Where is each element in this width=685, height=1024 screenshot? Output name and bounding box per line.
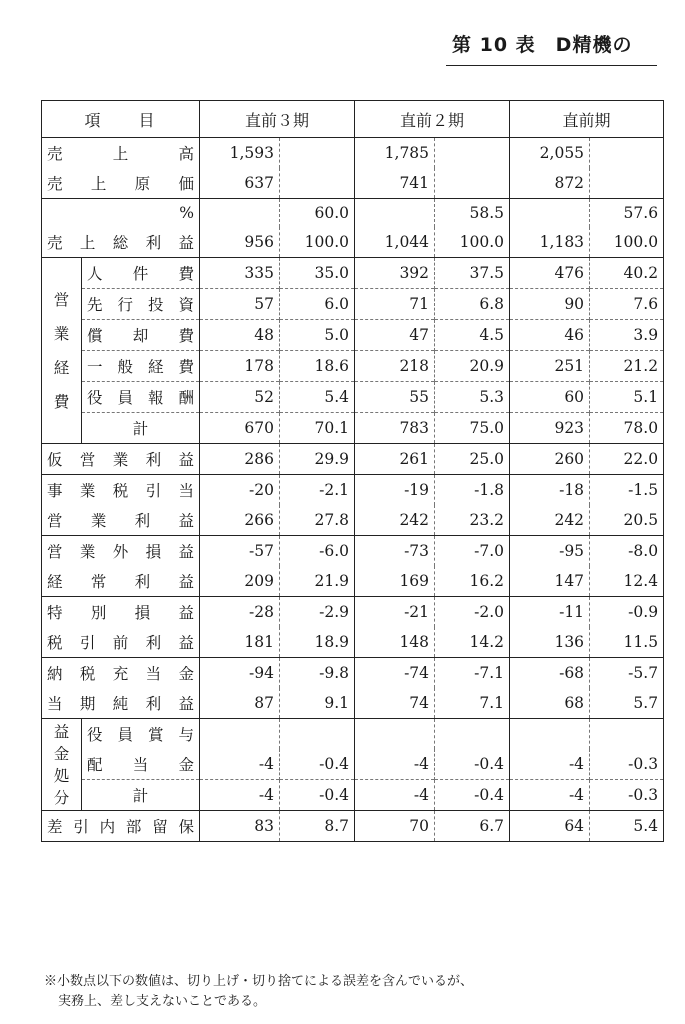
cell-value: -18: [510, 475, 590, 506]
row-officer-bonus: [42, 719, 664, 750]
cell-pct: -2.9: [280, 597, 355, 628]
cell-pct: 21.9: [280, 566, 355, 597]
row-label: 償却費: [82, 320, 200, 351]
cell-pct: -0.4: [280, 780, 355, 811]
row-pretax: [42, 627, 664, 658]
row-label: 売上総利益: [42, 227, 200, 258]
cell-pct: 4.5: [435, 320, 510, 351]
header-period-2: 直前２期: [355, 101, 510, 138]
cell-value: -4: [510, 749, 590, 780]
cell-value: [510, 719, 590, 750]
cell-pct: 70.1: [280, 413, 355, 444]
cell-pct: 5.3: [435, 382, 510, 413]
cell-value: 242: [510, 505, 590, 536]
cell-value: 71: [355, 289, 435, 320]
cell-pct: 5.0: [280, 320, 355, 351]
cell-value: 55: [355, 382, 435, 413]
cell-value: 1,593: [200, 138, 280, 169]
cell-value: 476: [510, 258, 590, 289]
cell-value: 1,183: [510, 227, 590, 258]
cell-pct: 57.6: [590, 199, 664, 228]
row-cogs-pct: [42, 199, 664, 228]
row-retained: [42, 811, 664, 842]
cell-value: -20: [200, 475, 280, 506]
cell-value: 392: [355, 258, 435, 289]
cell-value: 57: [200, 289, 280, 320]
cell-pct: 5.7: [590, 688, 664, 719]
cell-pct: 3.9: [590, 320, 664, 351]
cell-pct: 7.1: [435, 688, 510, 719]
cell-pct: 12.4: [590, 566, 664, 597]
cell-pct: 25.0: [435, 444, 510, 475]
cell-pct: 6.8: [435, 289, 510, 320]
row-label: 当期純利益: [42, 688, 200, 719]
cell-value: -73: [355, 536, 435, 567]
cell-pct: [435, 168, 510, 199]
cell-value: 872: [510, 168, 590, 199]
cell-value: 74: [355, 688, 435, 719]
cell-value: -57: [200, 536, 280, 567]
cell-pct: 16.2: [435, 566, 510, 597]
percent-symbol: %: [42, 199, 200, 228]
cell-value: 181: [200, 627, 280, 658]
cell-value: 147: [510, 566, 590, 597]
cell-pct: -1.8: [435, 475, 510, 506]
cell-pct: -7.1: [435, 658, 510, 689]
cell-pct: 5.4: [280, 382, 355, 413]
cell-pct: 100.0: [590, 227, 664, 258]
table-title: 第 10 表 D精機の: [446, 30, 657, 66]
cell-value: 209: [200, 566, 280, 597]
cell-pct: 58.5: [435, 199, 510, 228]
header-period-3: 直前３期: [200, 101, 355, 138]
cell-value: -28: [200, 597, 280, 628]
cell-pct: -0.9: [590, 597, 664, 628]
row-special: [42, 597, 664, 628]
cell-value: 136: [510, 627, 590, 658]
cell-pct: -0.4: [435, 780, 510, 811]
row-label: 売上原価: [42, 168, 200, 199]
cell-pct: 27.8: [280, 505, 355, 536]
cell-pct: 18.9: [280, 627, 355, 658]
row-label: 営業利益: [42, 505, 200, 536]
cell-value: -4: [200, 780, 280, 811]
cell-value: 741: [355, 168, 435, 199]
cell-value: -94: [200, 658, 280, 689]
cell-pct: -8.0: [590, 536, 664, 567]
cell-value: 52: [200, 382, 280, 413]
cell-value: [355, 719, 435, 750]
cell-pct: 6.0: [280, 289, 355, 320]
cell-value: 261: [355, 444, 435, 475]
cell-value: 87: [200, 688, 280, 719]
cell-pct: 5.4: [590, 811, 664, 842]
cell-pct: 11.5: [590, 627, 664, 658]
row-ordinary-profit: [42, 566, 664, 597]
row-label: 先行投資: [82, 289, 200, 320]
footnote-line-2: 実務上、差し支えないことである。: [58, 994, 267, 1009]
cell-value: -4: [510, 780, 590, 811]
row-appropriation-total: [42, 780, 664, 811]
cell-value: 251: [510, 351, 590, 382]
cell-pct: [590, 168, 664, 199]
cell-value: 242: [355, 505, 435, 536]
cell-value: 68: [510, 688, 590, 719]
cell-pct: [590, 138, 664, 169]
row-label: 計: [82, 413, 200, 444]
cell-pct: [435, 138, 510, 169]
cell-pct: 78.0: [590, 413, 664, 444]
cell-pct: -5.7: [590, 658, 664, 689]
cell-value: 783: [355, 413, 435, 444]
cell-pct: [280, 138, 355, 169]
cell-value: -68: [510, 658, 590, 689]
cell-pct: 75.0: [435, 413, 510, 444]
cell-value: 637: [200, 168, 280, 199]
cell-value: [510, 199, 590, 228]
cell-pct: -1.5: [590, 475, 664, 506]
row-officers-pay: [42, 382, 664, 413]
cell-pct: 20.9: [435, 351, 510, 382]
cell-value: -74: [355, 658, 435, 689]
row-label: 一般経費: [82, 351, 200, 382]
cell-pct: 60.0: [280, 199, 355, 228]
cell-value: 48: [200, 320, 280, 351]
group-label-appropriation: 益 金 処 分: [42, 719, 82, 811]
financial-table: [41, 100, 664, 842]
cell-value: 1,785: [355, 138, 435, 169]
header-item: 項 目: [42, 101, 200, 138]
row-net-income: [42, 688, 664, 719]
row-tax-provision: [42, 658, 664, 689]
row-label: 役員賞与: [82, 719, 200, 750]
cell-pct: 8.7: [280, 811, 355, 842]
footnote-line-1: ※小数点以下の数値は、切り上げ・切り捨てによる誤差を含んでいるが、: [44, 974, 474, 989]
row-label: 仮営業利益: [42, 444, 200, 475]
cell-value: 2,055: [510, 138, 590, 169]
cell-value: 169: [355, 566, 435, 597]
row-investment: [42, 289, 664, 320]
row-operating-profit: [42, 505, 664, 536]
row-provisional-op: [42, 444, 664, 475]
cell-value: -11: [510, 597, 590, 628]
cell-pct: 18.6: [280, 351, 355, 382]
cell-value: 923: [510, 413, 590, 444]
cell-pct: 40.2: [590, 258, 664, 289]
row-depreciation: [42, 320, 664, 351]
cell-pct: [590, 719, 664, 750]
cell-value: -19: [355, 475, 435, 506]
cell-pct: 29.9: [280, 444, 355, 475]
cell-pct: 9.1: [280, 688, 355, 719]
cell-value: 335: [200, 258, 280, 289]
cell-value: 218: [355, 351, 435, 382]
footnote: [44, 972, 664, 1012]
cell-value: [355, 199, 435, 228]
row-label: 特別損益: [42, 597, 200, 628]
row-business-tax: [42, 475, 664, 506]
row-non-operating: [42, 536, 664, 567]
cell-value: -4: [355, 780, 435, 811]
cell-pct: -0.3: [590, 749, 664, 780]
cell-pct: 100.0: [435, 227, 510, 258]
cell-value: 1,044: [355, 227, 435, 258]
row-label: 事業税引当: [42, 475, 200, 506]
cell-pct: 37.5: [435, 258, 510, 289]
cell-pct: -0.4: [280, 749, 355, 780]
cell-value: 266: [200, 505, 280, 536]
group-label-opex: 営 業 経 費: [42, 258, 82, 444]
header-row: [42, 101, 664, 138]
cell-value: -21: [355, 597, 435, 628]
cell-value: 956: [200, 227, 280, 258]
cell-pct: [280, 719, 355, 750]
cell-pct: -0.3: [590, 780, 664, 811]
row-label: 人件費: [82, 258, 200, 289]
cell-pct: 22.0: [590, 444, 664, 475]
header-period-1: 直前期: [510, 101, 664, 138]
cell-value: 47: [355, 320, 435, 351]
row-label: 売上高: [42, 138, 200, 169]
row-general-expenses: [42, 351, 664, 382]
cell-value: 286: [200, 444, 280, 475]
cell-pct: [280, 168, 355, 199]
cell-pct: -6.0: [280, 536, 355, 567]
cell-pct: 5.1: [590, 382, 664, 413]
row-label: 納税充当金: [42, 658, 200, 689]
row-label: 計: [82, 780, 200, 811]
cell-value: 260: [510, 444, 590, 475]
cell-value: 83: [200, 811, 280, 842]
cell-value: -95: [510, 536, 590, 567]
row-gross-profit: [42, 227, 664, 258]
row-label: 配当金: [82, 749, 200, 780]
cell-pct: -7.0: [435, 536, 510, 567]
cell-value: -4: [200, 749, 280, 780]
cell-pct: 23.2: [435, 505, 510, 536]
cell-value: 90: [510, 289, 590, 320]
cell-value: -4: [355, 749, 435, 780]
cell-pct: 14.2: [435, 627, 510, 658]
cell-value: 178: [200, 351, 280, 382]
row-label: 税引前利益: [42, 627, 200, 658]
cell-pct: -2.1: [280, 475, 355, 506]
cell-value: 70: [355, 811, 435, 842]
cell-pct: -0.4: [435, 749, 510, 780]
cell-value: 148: [355, 627, 435, 658]
row-personnel: [42, 258, 664, 289]
cell-pct: [435, 719, 510, 750]
row-label: 差引内部留保: [42, 811, 200, 842]
row-label: 営業外損益: [42, 536, 200, 567]
cell-value: 60: [510, 382, 590, 413]
row-cogs: [42, 168, 664, 199]
row-dividend: [42, 749, 664, 780]
row-opex-total: [42, 413, 664, 444]
cell-pct: 35.0: [280, 258, 355, 289]
cell-value: 46: [510, 320, 590, 351]
cell-pct: -9.8: [280, 658, 355, 689]
row-label: 経常利益: [42, 566, 200, 597]
cell-pct: 20.5: [590, 505, 664, 536]
row-sales: [42, 138, 664, 169]
cell-pct: 100.0: [280, 227, 355, 258]
cell-value: 670: [200, 413, 280, 444]
cell-value: [200, 719, 280, 750]
cell-pct: 21.2: [590, 351, 664, 382]
cell-pct: 7.6: [590, 289, 664, 320]
cell-pct: 6.7: [435, 811, 510, 842]
cell-value: [200, 199, 280, 228]
row-label: 役員報酬: [82, 382, 200, 413]
cell-value: 64: [510, 811, 590, 842]
cell-pct: -2.0: [435, 597, 510, 628]
